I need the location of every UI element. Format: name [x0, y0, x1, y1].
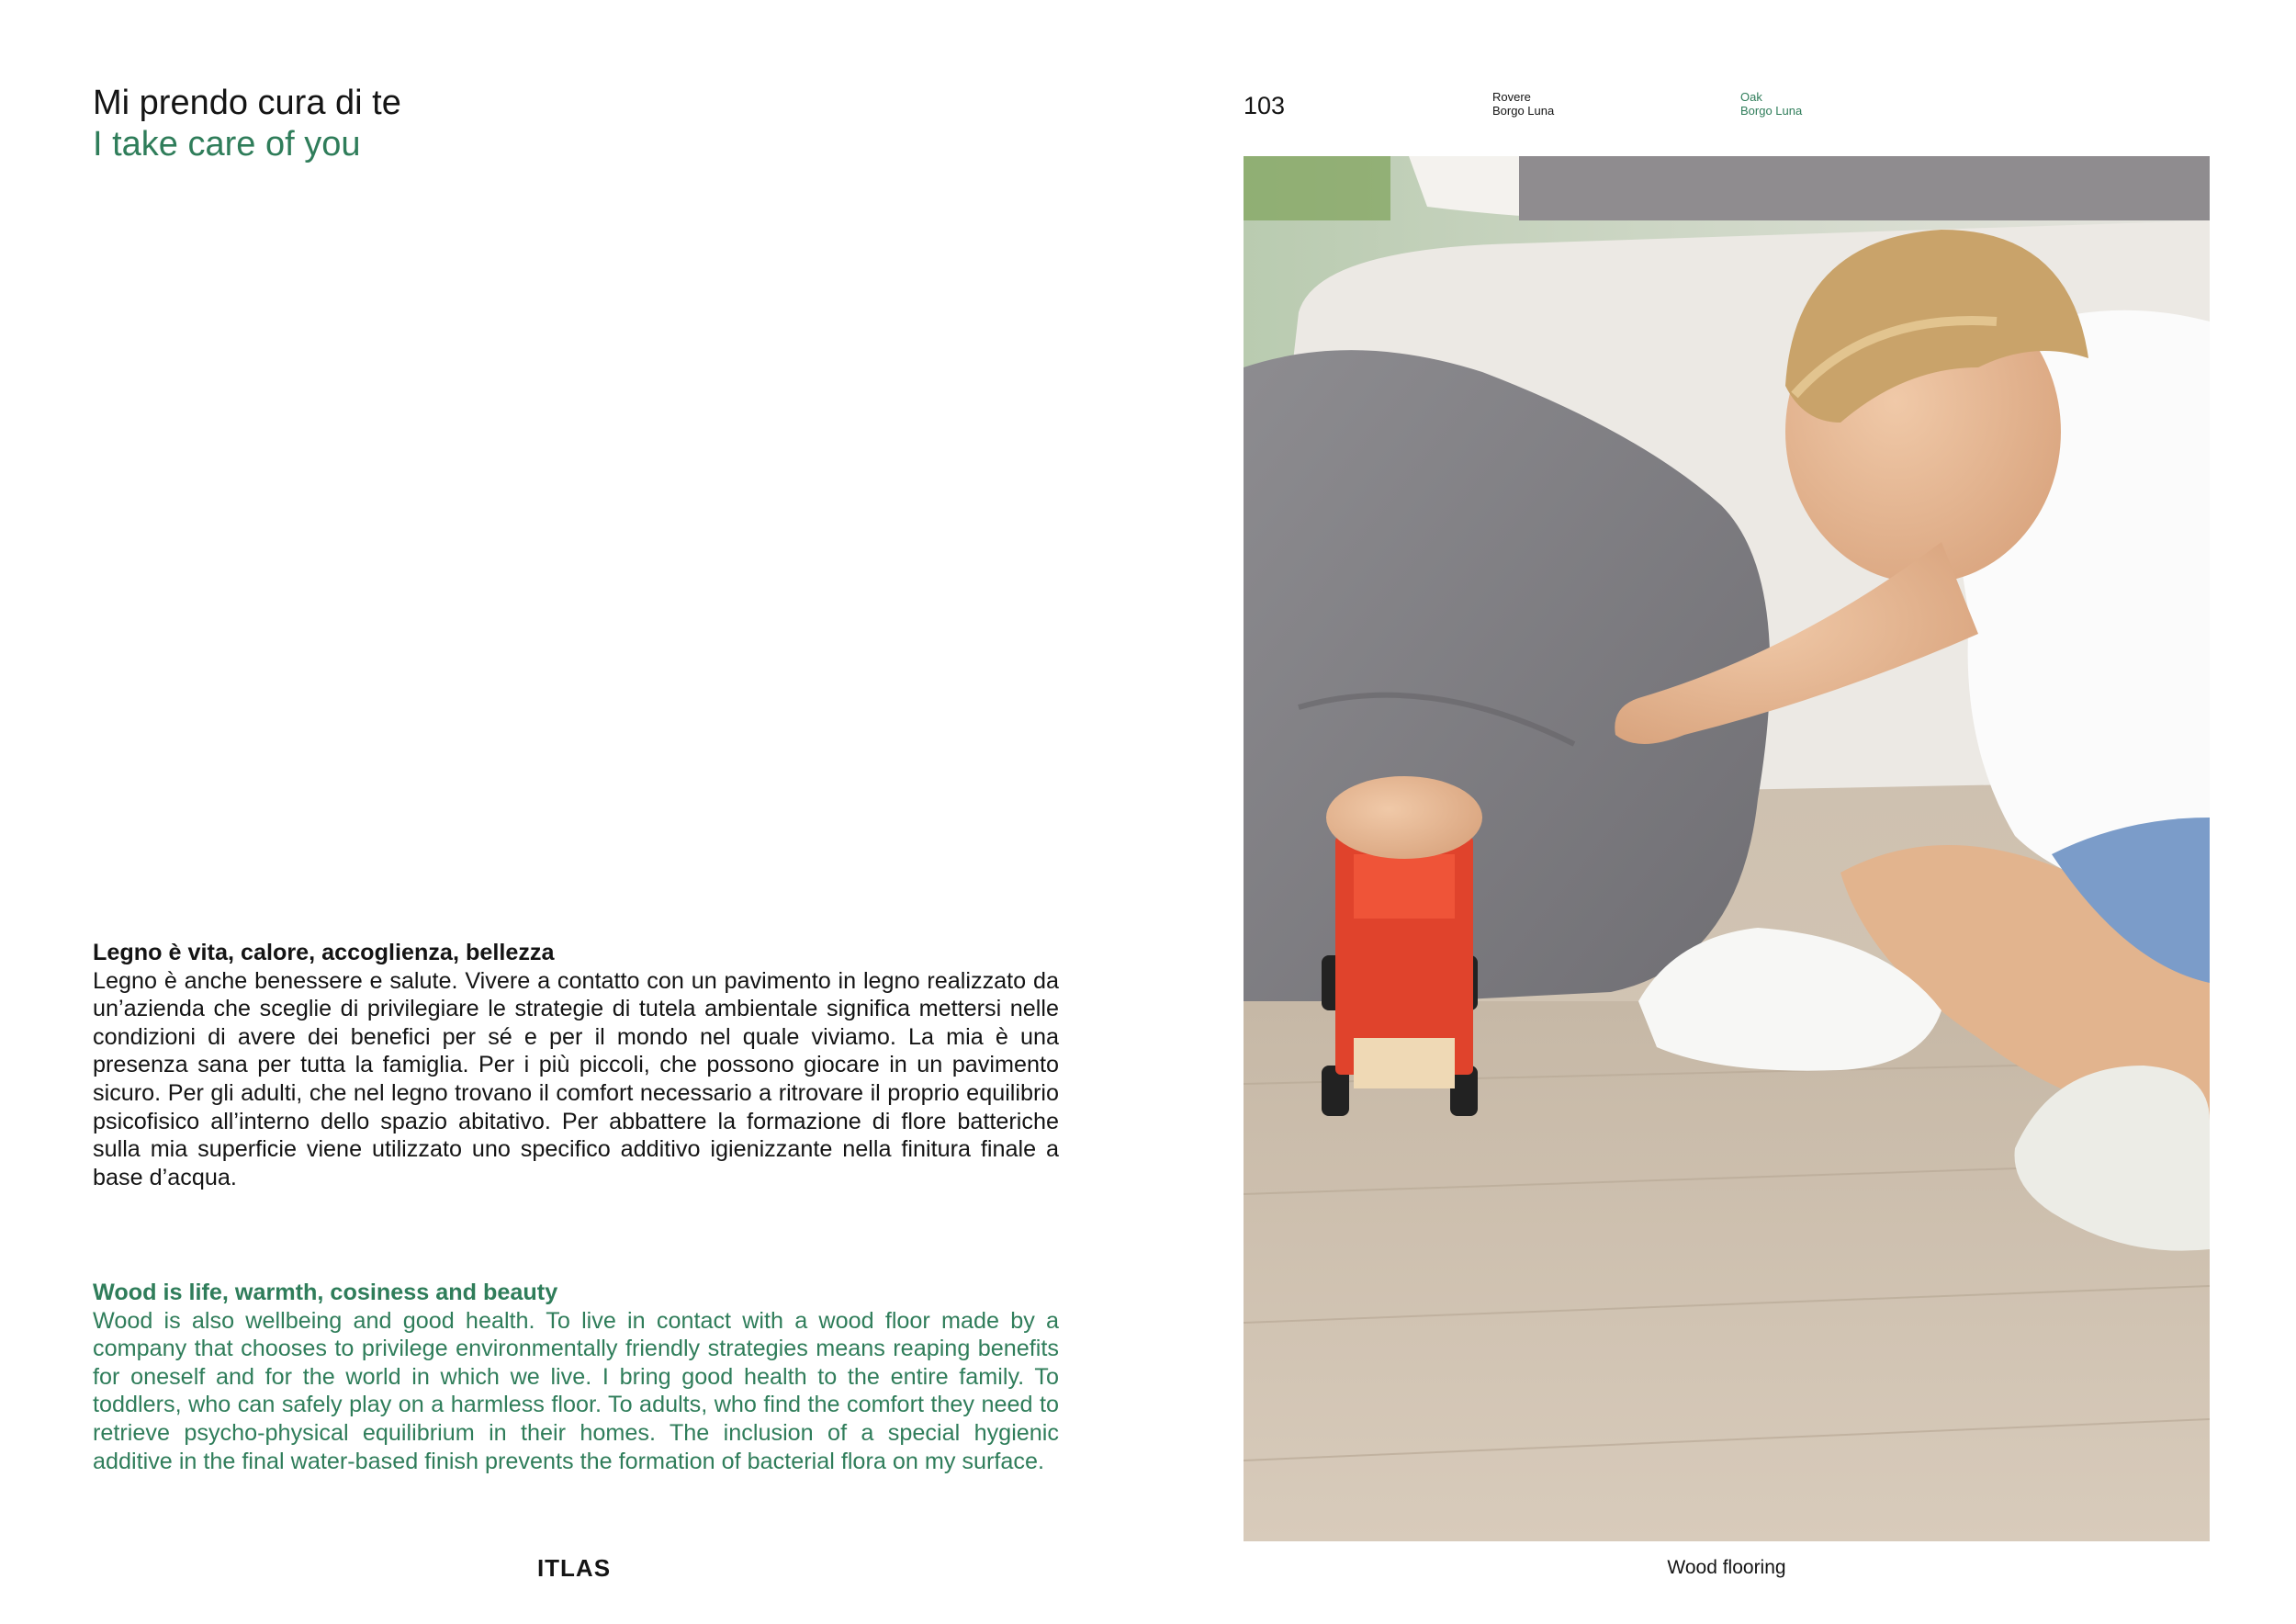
- photo-child-playing-on-wood-floor: [1244, 156, 2210, 1541]
- italian-text-block: [93, 939, 1059, 1191]
- brand-logo: ITLAS: [536, 1554, 612, 1582]
- english-heading: Wood is life, warmth, cosiness and beauty: [93, 1280, 558, 1305]
- page-subtitle: I take care of you: [93, 125, 361, 164]
- caption-italian: [1492, 90, 1554, 118]
- caption-product-en: Borgo Luna: [1740, 104, 1803, 118]
- page-title: Mi prendo cura di te: [93, 84, 401, 122]
- english-text-block: [93, 1279, 1059, 1475]
- caption-species-en: Oak: [1740, 90, 1762, 104]
- italian-body: Legno è anche benessere e salute. Vivere a contatto con un pavimento in legno realizzato da un’azienda che sceglie di privilegiare le strategie di tutela ambientale significa mettersi nelle condizioni di avere dei benefici per sé e per il mondo nel quale viviamo. La mia è una presenza sana per tutta la famiglia. Per i più piccoli, che possono giocare in un pavimento sicuro. Per gli adulti, che nel legno trovano il comfort necessario a ritrovare il proprio equilibrio psicofisico all’interno dello spazio abitativo. Per abbattere la formazione di flore batteriche sulla mia superficie viene utilizzato uno specifico additivo igienizzante nella finitura finale a base d’acqua.: [93, 967, 1059, 1190]
- caption-product-it: Borgo Luna: [1492, 104, 1555, 118]
- page-number: 103: [1244, 92, 1286, 119]
- caption-english: [1740, 90, 1802, 118]
- english-body: Wood is also wellbeing and good health. To live in contact with a wood floor made by a company that chooses to privilege environmentally friendly strategies means reaping benefits for oneself and for the world in which we live. I bring good health to the entire family. To toddlers, who can safely play on a harmless floor. To adults, who find the comfort they need to retrieve psycho-physical equilibrium in their homes. The inclusion of a special hygienic additive in the final water-based finish prevents the formation of bacterial flora on my surface.: [93, 1307, 1059, 1474]
- caption-species-it: Rovere: [1492, 90, 1531, 104]
- italian-heading: Legno è vita, calore, accoglienza, bellezza: [93, 940, 555, 965]
- section-footer-label: Wood flooring: [1667, 1557, 1786, 1578]
